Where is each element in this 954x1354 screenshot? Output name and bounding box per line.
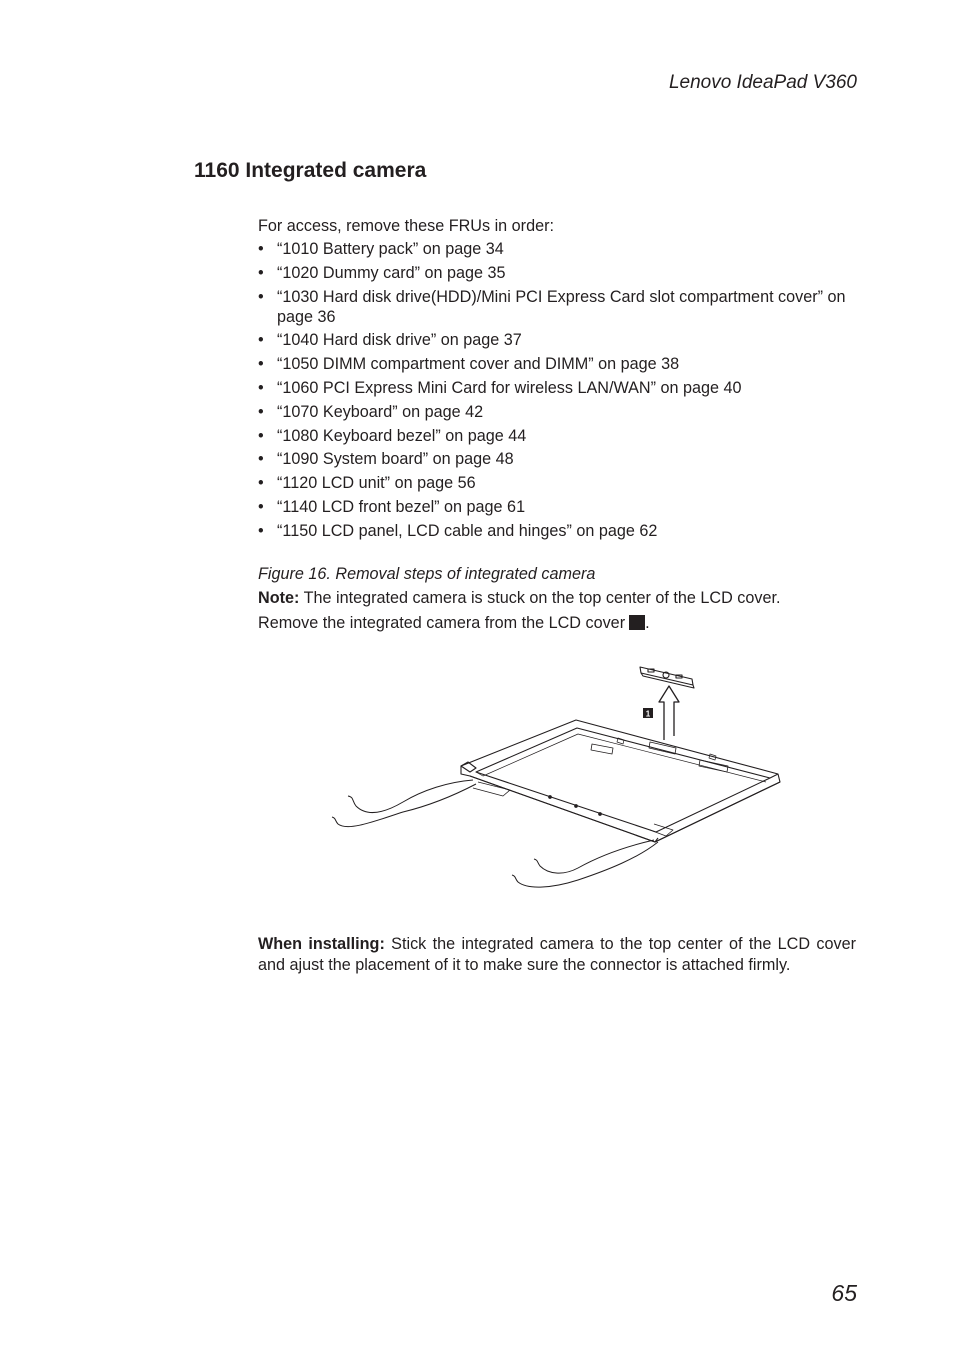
install-instructions: [258, 934, 856, 976]
fru-item: • “1020 Dummy card” on page 35: [258, 263, 856, 283]
lcd-cover-icon: [461, 720, 780, 842]
removal-step-suffix: .: [645, 613, 650, 632]
antenna-cable-icon: [348, 780, 473, 813]
removal-step: [258, 613, 856, 633]
fru-item: • “1050 DIMM compartment cover and DIMM” on page 38: [258, 354, 856, 374]
fru-item: • “1040 Hard disk drive” on page 37: [258, 330, 856, 350]
fru-item: • “1030 Hard disk drive(HDD)/Mini PCI Express Card slot compartment cover” on page 36: [258, 287, 856, 327]
step-callout-label: 1: [645, 709, 651, 719]
note-label: Note:: [258, 588, 300, 607]
fru-item: • “1010 Battery pack” on page 34: [258, 239, 856, 259]
fru-item: • “1070 Keyboard” on page 42: [258, 402, 856, 422]
note: [258, 588, 856, 608]
fru-item: • “1120 LCD unit” on page 56: [258, 473, 856, 493]
step-marker-icon: [629, 615, 645, 630]
figure-caption: Figure 16. Removal steps of integrated camera: [258, 564, 596, 583]
fru-item: • “1150 LCD panel, LCD cable and hinges” on page 62: [258, 521, 856, 541]
fru-item: • “1060 PCI Express Mini Card for wireless LAN/WAN” on page 40: [258, 378, 856, 398]
lcd-cover-diagram: [318, 660, 798, 900]
removal-illustration: [318, 660, 798, 900]
content-body: [258, 216, 856, 638]
intro-text: For access, remove these FRUs in order:: [258, 217, 554, 235]
fru-item: • “1140 LCD front bezel” on page 61: [258, 497, 856, 517]
note-text: The integrated camera is stuck on the top center of the LCD cover.: [299, 588, 781, 607]
running-header: Lenovo IdeaPad V360: [668, 72, 857, 93]
install-label: When installing:: [258, 935, 385, 954]
fru-item: • “1080 Keyboard bezel” on page 44: [258, 426, 856, 446]
install-text: Stick the integrated camera to the top center of the LCD cover and ajust the placement of it to make sure the connector is attached firmly.: [258, 935, 856, 975]
page-number: 65: [831, 1280, 857, 1306]
removal-step-text: Remove the integrated camera from the LCD cover: [258, 613, 626, 632]
fru-item: • “1090 System board” on page 48: [258, 449, 856, 469]
fru-list: [258, 239, 856, 541]
removal-arrow-icon: [659, 686, 679, 740]
section-title: 1160 Integrated camera: [194, 159, 427, 182]
